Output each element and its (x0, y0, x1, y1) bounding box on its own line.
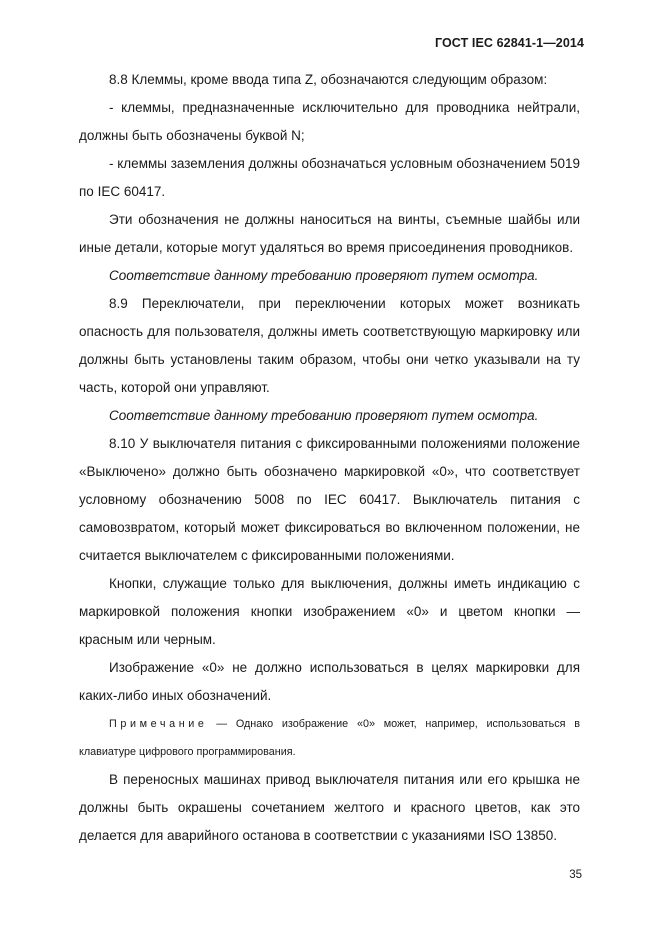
compliance-check-1: Соответствие данному требованию проверяют путем осмотра. (109, 268, 539, 283)
paragraph-marking-restriction: Эти обозначения не должны наноситься на винты, съемные шайбы или иные детали, которые могут удаляться во время присоединения проводников. (79, 212, 580, 255)
note-text: — Однако изображение «0» может, например, использоваться в клавиатуре цифрового программирования. (79, 718, 580, 758)
paragraph-neutral-terminals: - клеммы, предназначенные исключительно для проводника нейтрали, должны быть обозначены буквой N; (79, 100, 580, 143)
standard-header: ГОСТ IEC 62841-1—2014 (434, 36, 584, 50)
paragraph-zero-symbol: Изображение «0» не должно использоваться в целях маркировки для каких-либо иных обозначений. (79, 660, 580, 703)
paragraph-8-8: 8.8 Клеммы, кроме ввода типа Z, обозначаются следующим образом: (109, 72, 548, 87)
page-content (79, 66, 580, 850)
paragraph-portable-machines: В переносных машинах привод выключателя питания или его крышка не должны быть окрашены сочетанием желтого и красного цветов, как это делается для аварийного останова в соответствии с указаниями ISO 13850. (79, 772, 580, 843)
note-label: Примечание (109, 718, 208, 730)
compliance-check-2: Соответствие данному требованию проверяют путем осмотра. (109, 408, 539, 423)
paragraph-earth-terminals: - клеммы заземления должны обозначаться условным обозначением 5019 по IEC 60417. (79, 156, 580, 199)
paragraph-8-9: 8.9 Переключатели, при переключении которых может возникать опасность для пользователя, должны иметь соответствующую маркировку или должны быть установлены таким образом, чтобы они четко указывали на ту часть, которой они управляют. (79, 296, 580, 395)
page-number: 35 (569, 869, 582, 881)
paragraph-off-buttons: Кнопки, служащие только для выключения, должны иметь индикацию с маркировкой положения кнопки изображением «0» и цветом кнопки — красным или черным. (79, 576, 580, 647)
paragraph-8-10: 8.10 У выключателя питания с фиксированными положениями положение «Выключено» должно быть обозначено маркировкой «0», что соответствует условному обозначению 5008 по IEC 60417. Выключатель питания с самовозвратом, который может фиксироваться во включенном положении, не считается выключателем с фиксированными положениями. (79, 436, 580, 563)
note (79, 710, 580, 766)
